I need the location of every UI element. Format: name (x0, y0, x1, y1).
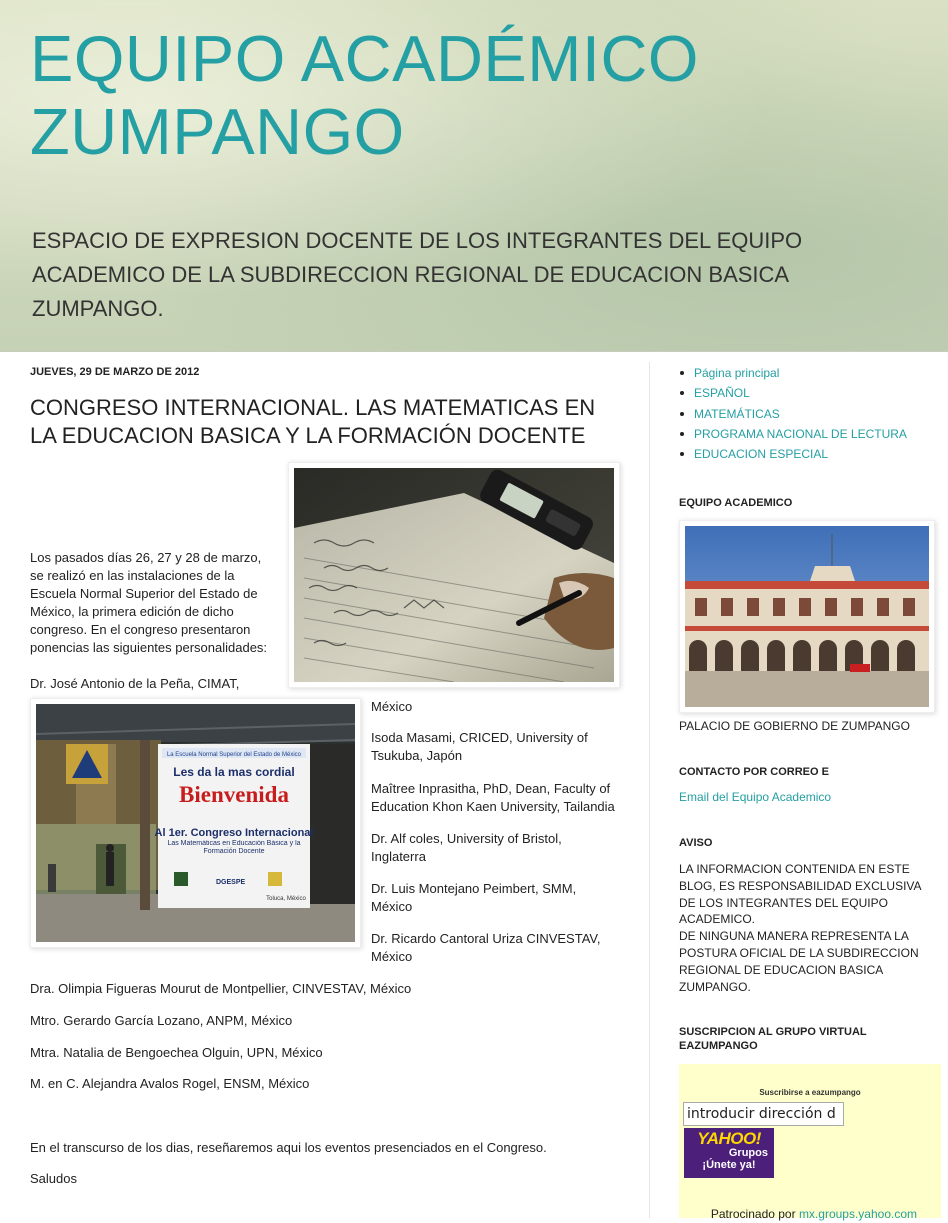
banner-logo-text: DGESPE (216, 879, 246, 886)
palacio-photo[interactable] (679, 520, 935, 713)
notebook-photo-image (294, 468, 614, 682)
speaker-right-4: Dr. Luis Montejano Peimbert, SMM, México (371, 881, 577, 914)
yahoo-email-input[interactable]: introducir dirección d (683, 1102, 844, 1126)
post-date-header: JUEVES, 29 DE MARZO DE 2012 (30, 366, 200, 378)
yahoo-sponsor (679, 1206, 941, 1223)
banner-line-5: Las Matemáticas en Educación Básica y la Formación Docente (167, 840, 301, 855)
nav-item-matematicas[interactable]: MATEMÁTICAS (679, 406, 907, 426)
pages-nav (679, 365, 907, 466)
widget-title-aviso: AVISO (679, 837, 713, 849)
aviso-text-2: DE NINGUNA MANERA REPRESENTA LA POSTURA OFICIAL DE LA SUBDIRECCION REGIONAL DE EDUCACION BASICA ZUMPANGO. (679, 929, 919, 994)
speaker-right-3: Dr. Alf coles, University of Bristol, Inglaterra (371, 831, 562, 864)
email-link[interactable]: Email del Equipo Academico (679, 790, 832, 804)
widget-title-contacto: CONTACTO POR CORREO E (679, 766, 829, 778)
widget-title-grupo: SUSCRIPCION AL GRUPO VIRTUAL EAZUMPANGO (679, 1026, 867, 1052)
palacio-photo-image (685, 526, 929, 707)
nav-item-programa-lectura[interactable]: PROGRAMA NACIONAL DE LECTURA (679, 426, 907, 446)
yahoo-logo-text: YAHOO! (697, 1129, 761, 1148)
banner-city: Toluca, México (266, 896, 306, 902)
speaker-right-5: Dr. Ricardo Cantoral Uriza CINVESTAV, México (371, 931, 601, 964)
banner-line-4: Al 1er. Congreso Internacional (154, 827, 314, 839)
yahoo-sponsor-prefix: Patrocinado por (710, 1207, 799, 1221)
post-closing: En el transcurso de los dias, reseñaremos aqui los eventos presenciados en el Congreso. (30, 1140, 547, 1155)
speaker-full-1: Dra. Olimpia Figueras Mourut de Montpellier, CINVESTAV, México (30, 981, 412, 996)
speaker-right-1: Isoda Masami, CRICED, University of Tsukuba, Japón (371, 730, 588, 763)
speaker-full-3: Mtra. Natalia de Bengoechea Olguin, UPN, México (30, 1045, 323, 1060)
aviso-text-1: LA INFORMACION CONTENIDA EN ESTE BLOG, ES RESPONSABILIDAD EXCLUSIVA DE LOS INTEGRANTES DEL EQUIPO ACADEMICO. (679, 862, 921, 927)
post-photo-notebook[interactable] (288, 462, 620, 688)
nav-item-pagina-principal[interactable]: Página principal (679, 365, 907, 385)
post-signoff: Saludos (30, 1171, 77, 1186)
speaker-full-4: M. en C. Alejandra Avalos Rogel, ENSM, México (30, 1076, 310, 1091)
post-intro-text: Los pasados días 26, 27 y 28 de marzo, se realizó en las instalaciones de la Escuela Normal Superior del Estado de México, la primera edición de dicho congreso. En el congreso presentaron ponencias las siguientes personalidades: (30, 550, 268, 655)
palacio-caption: PALACIO DE GOBIERNO DE ZUMPANGO (679, 719, 910, 733)
nav-item-educacion-especial[interactable]: EDUCACION ESPECIAL (679, 446, 907, 466)
column-divider (649, 362, 650, 1218)
speaker-1-line-a: Dr. José Antonio de la Peña, CIMAT, (30, 676, 240, 691)
post-photo-banner[interactable] (30, 698, 361, 948)
nav-item-espanol[interactable]: ESPAÑOL (679, 385, 907, 405)
yahoo-sponsor-link[interactable]: mx.groups.yahoo.com (798, 1207, 917, 1221)
banner-photo-image (36, 704, 355, 942)
banner-line-3: Bienvenida (179, 782, 289, 807)
yahoo-unete-text: ¡Únete ya! (702, 1159, 756, 1171)
blog-header (0, 0, 948, 352)
aviso-text (679, 861, 929, 995)
yahoo-subscribe-label: Suscribirse a eazumpango (759, 1088, 861, 1097)
yahoo-join-button[interactable] (684, 1128, 774, 1178)
blog-title[interactable]: EQUIPO ACADÉMICO ZUMPANGO (30, 22, 699, 169)
banner-line-1: La Escuela Normal Superior del Estado de México (166, 752, 302, 758)
banner-line-2: Les da la mas cordial (173, 765, 295, 779)
yahoo-grupos-text: Grupos (728, 1147, 768, 1159)
blog-description: ESPACIO DE EXPRESION DOCENTE DE LOS INTEGRANTES DEL EQUIPO ACADEMICO DE LA SUBDIRECCION REGIONAL DE EDUCACION BASICA ZUMPANGO. (32, 228, 803, 321)
speaker-1-line-b: México (371, 699, 413, 714)
post-title[interactable]: CONGRESO INTERNACIONAL. LAS MATEMATICAS EN LA EDUCACION BASICA Y LA FORMACIÓN DOCENTE (30, 395, 596, 448)
widget-title-equipo: EQUIPO ACADEMICO (679, 497, 793, 509)
yahoo-groups-widget (679, 1064, 941, 1221)
speaker-right-2: Maîtree Inprasitha, PhD, Dean, Faculty of Education Khon Kaen University, Tailandia (371, 781, 615, 814)
speaker-full-2: Mtro. Gerardo García Lozano, ANPM, México (30, 1013, 293, 1028)
